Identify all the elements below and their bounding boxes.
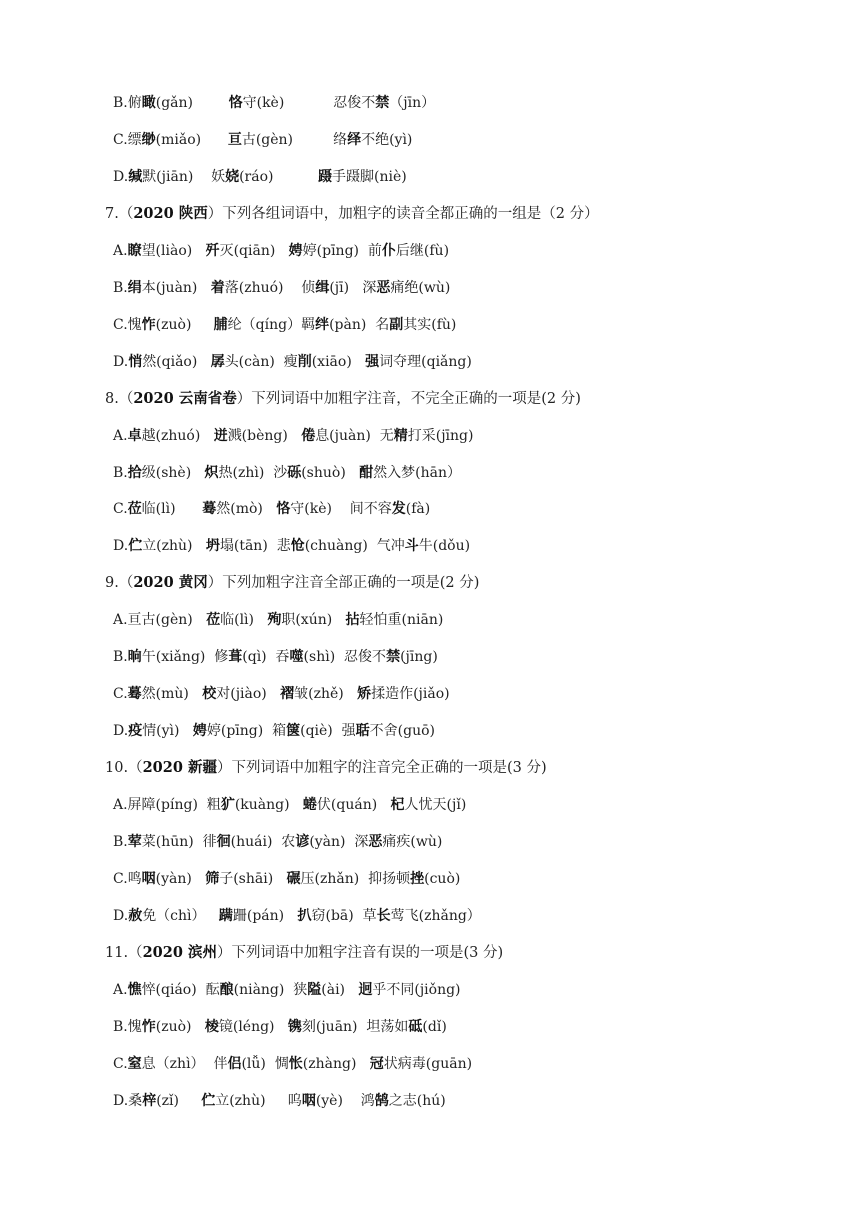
answer-option — [113, 313, 860, 337]
text: D. — [113, 354, 129, 370]
bold-text: 恪 — [276, 501, 291, 517]
text: 越(zhuó) — [141, 428, 214, 444]
text: 跚(pán) — [232, 908, 298, 924]
text: 其实(fù) — [403, 317, 457, 333]
bold-text: 恪 — [228, 95, 243, 111]
question-stem — [105, 571, 860, 595]
text: 8.（ — [105, 391, 134, 407]
text: B.愧 — [113, 1019, 142, 1035]
text: ）下列加粗字注音全部正确的一项是(2 分) — [207, 575, 480, 591]
text: 热(zhì) 沙 — [218, 465, 288, 481]
text: 牛(dǒu) — [418, 538, 471, 554]
answer-option — [113, 830, 860, 854]
text: 守(kè) 忍俊不 — [242, 95, 376, 111]
bold-text: 迥 — [358, 982, 373, 998]
bold-text: 蹒 — [218, 908, 233, 924]
text: D.桑 — [113, 1093, 143, 1109]
bold-text: 蜷 — [302, 797, 317, 813]
text: B. — [113, 834, 128, 850]
text: (cuò) — [424, 871, 461, 887]
bold-text: 赦 — [128, 908, 143, 924]
text: 轻怕重(niān) — [359, 612, 444, 628]
text: (jīng) — [400, 649, 438, 665]
text: 不绝(yì) — [361, 132, 413, 148]
bold-text: 砥 — [408, 1019, 423, 1035]
answer-option — [113, 350, 860, 374]
bold-text: 筛 — [205, 871, 220, 887]
text: 情(yì) — [142, 723, 193, 739]
text: (zuò) — [155, 317, 214, 333]
text: 伏(quán) — [316, 797, 391, 813]
bold-text: 绊 — [315, 317, 330, 333]
text: ）下列各组词语中，加粗字的读音全都正确的一组是（2 分） — [207, 206, 599, 222]
answer-option — [113, 461, 860, 485]
bold-text: 缈 — [141, 132, 156, 148]
text: (jī) 深 — [329, 280, 377, 296]
text: 对(jiào) — [216, 686, 281, 702]
question-stem — [105, 202, 860, 226]
question-stem — [105, 756, 860, 780]
bold-text: 恶 — [376, 280, 391, 296]
bold-text: 缄 — [128, 169, 143, 185]
bold-text: 精 — [393, 428, 408, 444]
text: (yàn) 深 — [309, 834, 369, 850]
bold-text: 倦 — [301, 428, 316, 444]
text: (shuò) — [301, 465, 360, 481]
text: A.亘古(gèn) — [113, 612, 207, 628]
text: 状病毒(guān) — [383, 1056, 473, 1072]
text: B. — [113, 280, 128, 296]
text: (yè) 鸿 — [315, 1093, 375, 1109]
answer-option — [113, 1015, 860, 1039]
bold-text: 咽 — [141, 871, 156, 887]
bold-text: 孱 — [210, 354, 225, 370]
text: (shì) 忍俊不 — [303, 649, 387, 665]
text: 免（chì） — [142, 908, 219, 924]
bold-text: 恶 — [368, 834, 383, 850]
bold-text: 疫 — [128, 723, 143, 739]
bold-text: 绎 — [347, 132, 362, 148]
bold-text: 2020 陕西 — [133, 205, 208, 222]
bold-text: 瞭 — [127, 243, 142, 259]
text: (dǐ) — [422, 1019, 447, 1035]
bold-text: 娉 — [192, 723, 207, 739]
bold-text: 禁 — [386, 649, 401, 665]
answer-option — [113, 793, 860, 817]
answer-option — [113, 1089, 860, 1113]
bold-text: 亘 — [227, 132, 242, 148]
bold-text: 梓 — [142, 1093, 157, 1109]
text: 窃(bā) 草 — [311, 908, 377, 924]
bold-text: 怆 — [290, 538, 305, 554]
text: 莺飞(zhǎng） — [390, 908, 481, 924]
bold-text: 2020 新疆 — [142, 759, 217, 776]
text: 落(zhuó) 侦 — [224, 280, 316, 296]
text: 然(qiǎo) — [142, 354, 211, 370]
text: (ài) — [321, 982, 359, 998]
answer-option — [113, 645, 860, 669]
text: (zuò) — [155, 1019, 205, 1035]
bold-text: 悄 — [128, 354, 143, 370]
text: C. — [113, 1056, 128, 1072]
bold-text: 着 — [210, 280, 225, 296]
bold-text: 葺 — [228, 649, 243, 665]
bold-text: 绢 — [127, 280, 142, 296]
bold-text: 徊 — [216, 834, 231, 850]
bold-text: 伫 — [201, 1093, 216, 1109]
bold-text: 聒 — [355, 723, 370, 739]
answer-option — [113, 424, 860, 448]
bold-text: 莅 — [127, 501, 142, 517]
text: 7.（ — [105, 206, 134, 222]
text: C.愧 — [113, 317, 142, 333]
text: (kuàng) — [234, 797, 303, 813]
text: (qì) 吞 — [242, 649, 290, 665]
question-stem — [105, 387, 860, 411]
answer-option — [113, 165, 860, 189]
text: 溅(bèng) — [227, 428, 302, 444]
text: 立(zhù) 呜 — [215, 1093, 302, 1109]
bold-text: 2020 云南省卷 — [133, 390, 237, 407]
bold-text: 挫 — [410, 871, 425, 887]
text: D. — [113, 908, 129, 924]
text: 然(mù) — [141, 686, 203, 702]
answer-option — [113, 128, 860, 152]
text: 手蹑脚(niè) — [332, 169, 407, 185]
answer-option — [113, 239, 860, 263]
bold-text: 怅 — [288, 1056, 303, 1072]
text: (niàng) 狭 — [233, 982, 308, 998]
text: C. — [113, 501, 128, 517]
bold-text: 晌 — [127, 649, 142, 665]
text: 刻(juān) 坦荡如 — [301, 1019, 409, 1035]
text: (ráo) — [239, 169, 318, 185]
text: 痛疾(wù) — [382, 834, 443, 850]
bold-text: 蓦 — [127, 686, 142, 702]
text: 不舍(guō) — [369, 723, 436, 739]
bold-text: 怍 — [141, 317, 156, 333]
text: A. — [113, 982, 128, 998]
bold-text: 坍 — [205, 538, 220, 554]
answer-option — [113, 497, 860, 521]
text: (gǎn) — [155, 95, 229, 111]
text: 灭(qiān) — [219, 243, 289, 259]
answer-option — [113, 91, 860, 115]
text: 息（zhì） 伴 — [141, 1056, 228, 1072]
bold-text: 副 — [389, 317, 404, 333]
bold-text: 强 — [365, 354, 380, 370]
bold-text: 箧 — [286, 723, 301, 739]
bold-text: 2020 黄冈 — [133, 574, 208, 591]
bold-text: 褶 — [280, 686, 295, 702]
bold-text: 砾 — [287, 465, 302, 481]
text: 后继(fù) — [395, 243, 450, 259]
answer-option — [113, 867, 860, 891]
text: 临(lì) — [141, 501, 203, 517]
text: 本(juàn) — [141, 280, 211, 296]
text: 11.（ — [105, 945, 143, 961]
text: 然(mò) — [216, 501, 277, 517]
bold-text: 发 — [391, 501, 406, 517]
text: 乎不同(jiǒng) — [372, 982, 461, 998]
text: 痛绝(wù) — [390, 280, 451, 296]
text: D. — [113, 538, 129, 554]
text: 打采(jīng) — [407, 428, 474, 444]
text: 临(lì) — [220, 612, 268, 628]
text: 默(jiān) 妖 — [142, 169, 226, 185]
bold-text: 碾 — [286, 871, 301, 887]
bold-text: 荤 — [127, 834, 142, 850]
text: 婷(pīng) 箱 — [206, 723, 287, 739]
text: 纶（qíng）羁 — [227, 317, 316, 333]
text: (qiè) 强 — [300, 723, 356, 739]
bold-text: 鹄 — [374, 1093, 389, 1109]
text: 息(juàn) 无 — [315, 428, 394, 444]
text: (zǐ) — [156, 1093, 202, 1109]
text: (xiāo) — [311, 354, 366, 370]
text: 压(zhǎn) 抑扬顿 — [300, 871, 411, 887]
text: 级(shè) — [141, 465, 205, 481]
text: 望(liào) — [141, 243, 206, 259]
text: 守(kè) 间不容 — [290, 501, 392, 517]
answer-option — [113, 1052, 860, 1076]
text: (yàn) — [155, 871, 206, 887]
question-stem — [105, 941, 860, 965]
answer-option — [113, 534, 860, 558]
bold-text: 长 — [376, 908, 391, 924]
text: 词夺理(qiǎng) — [379, 354, 472, 370]
text: (chuàng) 气冲 — [304, 538, 405, 554]
text: 婷(pīng) 前 — [302, 243, 382, 259]
bold-text: 莅 — [206, 612, 221, 628]
text: 镜(léng) — [218, 1019, 288, 1035]
text: (huái) 农 — [230, 834, 296, 850]
bold-text: 矫 — [357, 686, 372, 702]
bold-text: 蓦 — [202, 501, 217, 517]
text: B. — [113, 465, 128, 481]
text: 然入梦(hān） — [373, 465, 461, 481]
bold-text: 蹑 — [318, 169, 332, 185]
bold-text: 卓 — [127, 428, 142, 444]
bold-text: 迸 — [213, 428, 228, 444]
answer-option — [113, 978, 860, 1002]
bold-text: 校 — [202, 686, 217, 702]
answer-option — [113, 608, 860, 632]
answer-option — [113, 276, 860, 300]
bold-text: 禁 — [375, 95, 390, 111]
text: 皱(zhě) — [294, 686, 358, 702]
bold-text: 窒 — [127, 1056, 142, 1072]
text: ）下列词语中加粗字注音，不完全正确的一项是(2 分) — [236, 391, 581, 407]
bold-text: 棱 — [204, 1019, 219, 1035]
bold-text: 娉 — [288, 243, 303, 259]
bold-text: 歼 — [205, 243, 220, 259]
text: 职(xún) — [281, 612, 346, 628]
bold-text: 侣 — [227, 1056, 242, 1072]
bold-text: 殉 — [267, 612, 282, 628]
bold-text: 噬 — [289, 649, 304, 665]
text: C. — [113, 686, 128, 702]
text: A.屏障(píng) 粗 — [113, 797, 221, 813]
text: (zhàng) — [302, 1056, 370, 1072]
text: ）下列词语中加粗字注音有误的一项是(3 分) — [216, 945, 504, 961]
text: C.鸣 — [113, 871, 142, 887]
answer-option — [113, 682, 860, 706]
text: D. — [113, 169, 129, 185]
text: 塌(tān) 悲 — [219, 538, 291, 554]
bold-text: 扒 — [297, 908, 312, 924]
answer-option — [113, 904, 860, 928]
bold-text: 娆 — [225, 169, 240, 185]
bold-text: 冠 — [369, 1056, 384, 1072]
bold-text: 拈 — [345, 612, 360, 628]
text: B.俯 — [113, 95, 142, 111]
bold-text: 谚 — [295, 834, 310, 850]
text: (miǎo) — [155, 132, 228, 148]
bold-text: 斗 — [404, 538, 419, 554]
text: B. — [113, 649, 128, 665]
bold-text: 咽 — [301, 1093, 316, 1109]
bold-text: 削 — [297, 354, 312, 370]
bold-text: 伫 — [128, 538, 143, 554]
bold-text: 怍 — [141, 1019, 156, 1035]
bold-text: 镌 — [287, 1019, 302, 1035]
bold-text: 瞰 — [141, 95, 156, 111]
text: 之志(hú) — [388, 1093, 446, 1109]
text: 人忧天(jǐ) — [404, 797, 467, 813]
bold-text: 拾 — [127, 465, 142, 481]
bold-text: 隘 — [307, 982, 322, 998]
bold-text: 炽 — [204, 465, 219, 481]
text: 9.（ — [105, 575, 134, 591]
bold-text: 2020 滨州 — [142, 944, 217, 961]
text: 10.（ — [105, 760, 143, 776]
text: ）下列词语中加粗字的注音完全正确的一项是(3 分) — [216, 760, 547, 776]
text: 揉造作(jiǎo) — [371, 686, 450, 702]
bold-text: 仆 — [381, 243, 396, 259]
text: A. — [113, 243, 128, 259]
bold-text: 脯 — [213, 317, 228, 333]
bold-text: 憔 — [127, 982, 142, 998]
bold-text: 杞 — [390, 797, 405, 813]
text: 菜(hūn) 徘 — [141, 834, 217, 850]
answer-option — [113, 719, 860, 743]
bold-text: 缉 — [315, 280, 330, 296]
text: 子(shāi) — [219, 871, 287, 887]
bold-text: 酣 — [359, 465, 374, 481]
text: (lǚ) 惆 — [241, 1056, 289, 1072]
text: 悴(qiáo) 酝 — [141, 982, 220, 998]
text: (fà) — [405, 501, 431, 517]
text: D. — [113, 723, 129, 739]
bold-text: 酿 — [219, 982, 234, 998]
text: 立(zhù) — [142, 538, 206, 554]
text: 头(càn) 瘦 — [224, 354, 298, 370]
bold-text: 犷 — [220, 797, 235, 813]
text: (pàn) 名 — [329, 317, 390, 333]
text: （jīn） — [389, 95, 436, 111]
text: 古(gèn) 络 — [241, 132, 348, 148]
text: C.缥 — [113, 132, 142, 148]
text: 午(xiǎng) 修 — [141, 649, 229, 665]
text: A. — [113, 428, 128, 444]
